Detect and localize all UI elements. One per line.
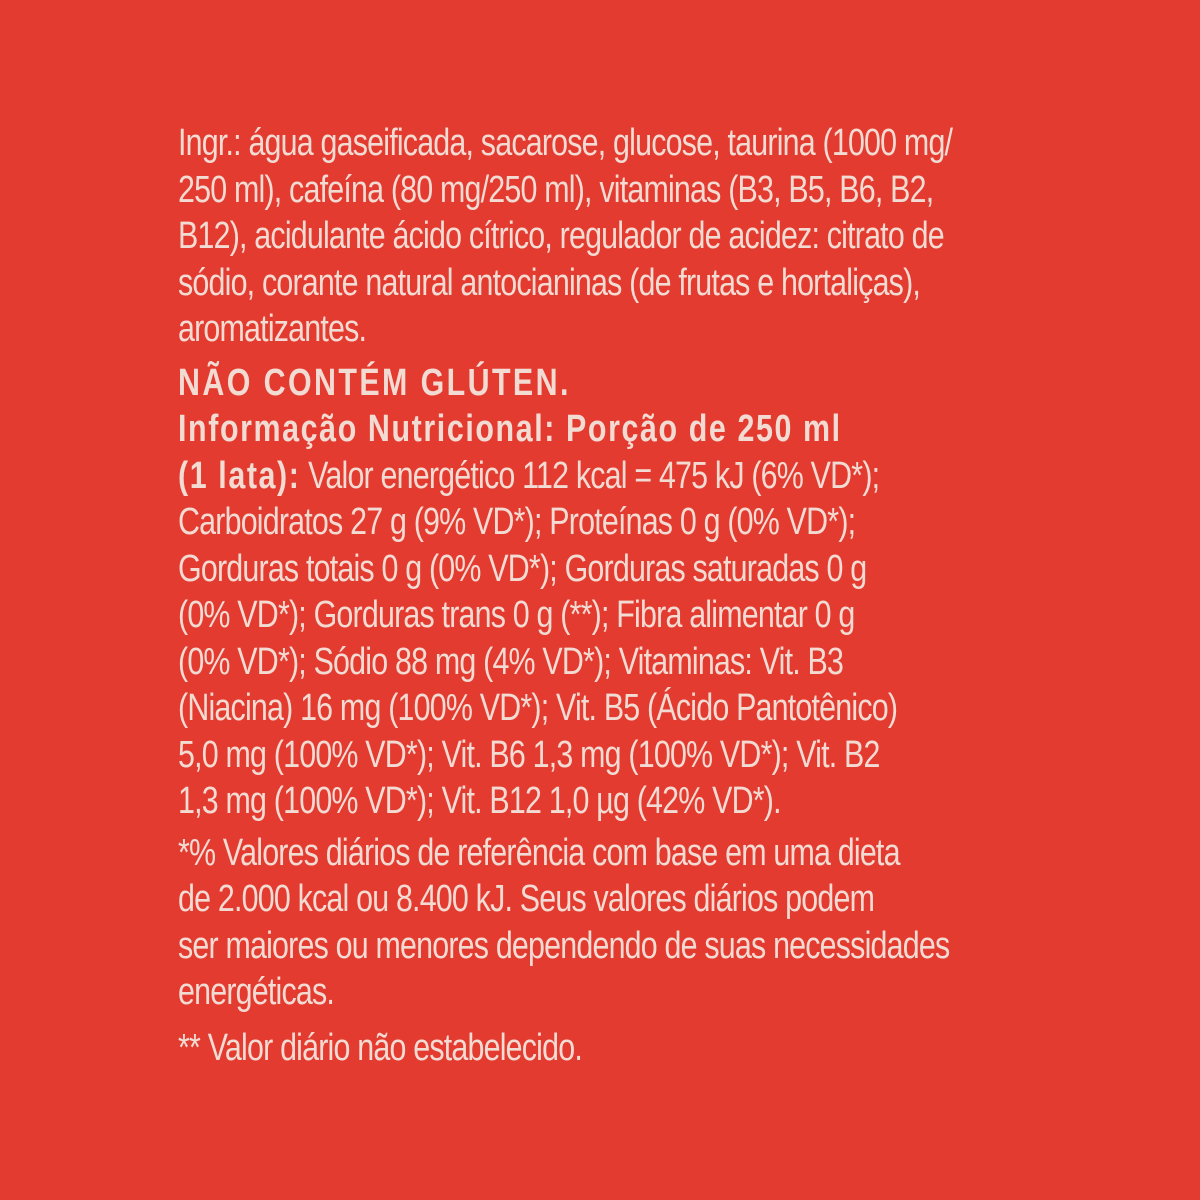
daily-values-footnote-line: ser maiores ou menores dependendo de suas necessidades bbox=[178, 924, 950, 967]
ingredients-line: aromatizantes. bbox=[178, 308, 367, 350]
serving-size-label: (1 lata): bbox=[178, 454, 301, 497]
daily-values-footnote-line: de 2.000 kcal ou 8.400 kJ. Seus valores diários podem bbox=[178, 878, 875, 920]
nutrition-line: (0% VD*); Sódio 88 mg (4% VD*); Vitaminas: Vit. B3 bbox=[178, 640, 844, 683]
not-established-footnote: ** Valor diário não estabelecido. bbox=[178, 1026, 582, 1069]
gluten-free-notice: NÃO CONTÉM GLÚTEN. bbox=[178, 361, 571, 404]
nutrition-line: Gorduras totais 0 g (0% VD*); Gorduras saturadas 0 g bbox=[178, 547, 867, 590]
ingredients-line: B12), acidulante ácido cítrico, regulador de acidez: citrato de bbox=[178, 215, 944, 257]
nutrition-line: (0% VD*); Gorduras trans 0 g (**); Fibra alimentar 0 g bbox=[178, 594, 855, 636]
nutrition-values-paragraph bbox=[178, 499, 1058, 825]
nutrition-line: 1,3 mg (100% VD*); Vit. B12 1,0 µg (42% VD*). bbox=[178, 780, 781, 822]
ingredients-line: sódio, corante natural antocianinas (de frutas e hortaliças), bbox=[178, 261, 921, 304]
nutrition-title: Informação Nutricional: Porção de 250 ml bbox=[178, 408, 842, 450]
daily-values-footnote-line: *% Valores diários de referência com base em uma dieta bbox=[178, 831, 900, 874]
daily-values-footnote bbox=[178, 830, 1058, 1016]
energy-value-text: Valor energético 112 kcal = 475 kJ (6% VD*); bbox=[300, 454, 880, 497]
nutrition-line: (Niacina) 16 mg (100% VD*); Vit. B5 (Ácido Pantotênico) bbox=[178, 687, 898, 729]
ingredients-line: Ingr.: água gaseificada, sacarose, glucose, taurina (1000 mg/ bbox=[178, 122, 953, 164]
ingredients-paragraph bbox=[178, 120, 1058, 353]
label-text-block bbox=[178, 120, 1058, 1071]
serving-line bbox=[178, 453, 1058, 500]
ingredients-line: 250 ml), cafeína (80 mg/250 ml), vitaminas (B3, B5, B6, B2, bbox=[178, 168, 934, 211]
nutrition-line: 5,0 mg (100% VD*); Vit. B6 1,3 mg (100% VD*); Vit. B2 bbox=[178, 733, 880, 776]
daily-values-footnote-line: energéticas. bbox=[178, 971, 335, 1013]
nutrition-line: Carboidratos 27 g (9% VD*); Proteínas 0 g (0% VD*); bbox=[178, 501, 856, 543]
